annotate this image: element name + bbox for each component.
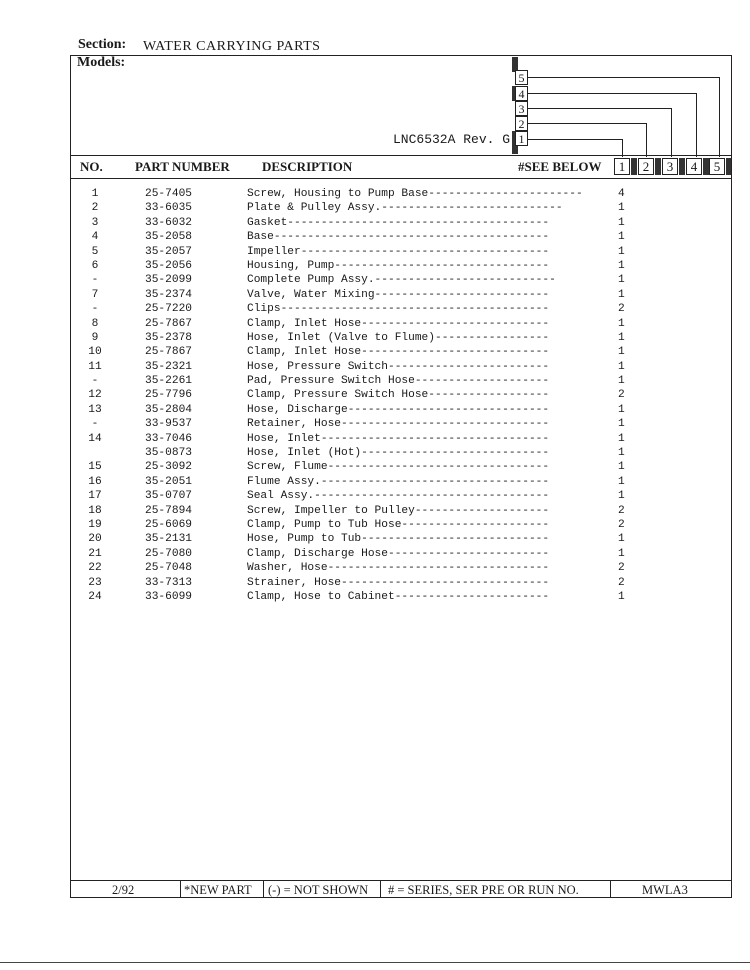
part-number: 35-2804 <box>145 403 192 416</box>
item-number: 13 <box>88 403 102 416</box>
header-rule <box>70 155 732 156</box>
part-description: Flume Assy.---------------------------------- <box>247 475 550 488</box>
table-row <box>80 345 640 359</box>
series-stack-box: 3 <box>515 101 528 116</box>
connector-line <box>528 93 696 94</box>
table-row <box>80 259 640 273</box>
part-number: 25-7048 <box>145 562 192 575</box>
table-row <box>80 561 640 575</box>
connector-line <box>719 77 720 157</box>
quantity: 1 <box>618 245 625 258</box>
quantity: 1 <box>618 432 625 445</box>
connector-line <box>696 93 697 157</box>
part-number: 35-2131 <box>145 533 192 546</box>
connector-line <box>528 77 719 78</box>
table-row <box>80 388 640 402</box>
item-number: 7 <box>91 288 99 301</box>
item-number: - <box>91 274 99 287</box>
col-no-header: NO. <box>80 159 103 174</box>
footer-code: MWLA3 <box>642 883 688 897</box>
header-rule-bottom <box>70 178 732 179</box>
col-description-header: DESCRIPTION <box>262 159 353 174</box>
table-row <box>80 374 640 388</box>
item-number: 16 <box>88 475 102 488</box>
part-number: 33-6032 <box>145 216 192 229</box>
series-marker <box>512 146 518 154</box>
series-stack-box: 1 <box>515 131 528 146</box>
series-box-1: 1 <box>614 158 630 175</box>
part-description: Hose, Inlet---------------------------------- <box>247 432 550 445</box>
part-description: Clamp, Inlet Hose---------------------------- <box>247 317 550 330</box>
footer-divider <box>380 880 381 898</box>
table-row <box>80 230 640 244</box>
part-description: Clamp, Pressure Switch Hose------------------ <box>247 389 550 402</box>
part-number: 35-2051 <box>145 475 192 488</box>
series-box-5: 5 <box>709 158 725 175</box>
part-number: 33-7313 <box>145 576 192 589</box>
item-number: - <box>91 418 99 431</box>
part-number: 35-0873 <box>145 447 192 460</box>
table-row <box>80 187 640 201</box>
part-description: Housing, Pump-------------------------------- <box>247 259 550 272</box>
quantity: 1 <box>618 216 625 229</box>
part-number: 25-7220 <box>145 303 192 316</box>
part-description: Retainer, Hose------------------------------- <box>247 418 550 431</box>
table-row <box>80 504 640 518</box>
item-number: 12 <box>88 389 102 402</box>
item-number: - <box>91 375 99 388</box>
part-number: 35-2374 <box>145 288 192 301</box>
part-number: 33-6035 <box>145 202 192 215</box>
part-description: Base----------------------------------------- <box>247 231 550 244</box>
quantity: 1 <box>618 461 625 474</box>
part-description: Clips---------------------------------------- <box>247 303 550 316</box>
item-number: 17 <box>88 490 102 503</box>
item-number: 24 <box>88 590 102 603</box>
connector-line <box>528 139 622 140</box>
item-number: 10 <box>88 346 102 359</box>
item-number: 4 <box>91 231 99 244</box>
item-number: 3 <box>91 216 99 229</box>
table-row <box>80 317 640 331</box>
table-row <box>80 302 640 316</box>
series-marker <box>655 158 661 175</box>
quantity: 1 <box>618 231 625 244</box>
part-number: 33-7046 <box>145 432 192 445</box>
series-box-2: 2 <box>638 158 654 175</box>
section-title: WATER CARRYING PARTS <box>143 39 321 54</box>
item-number: 15 <box>88 461 102 474</box>
quantity: 1 <box>618 533 625 546</box>
quantity: 2 <box>618 389 625 402</box>
part-description: Plate & Pulley Assy.--------------------------- <box>247 202 563 215</box>
quantity: 1 <box>618 202 625 215</box>
quantity: 1 <box>618 331 625 344</box>
model-reference: LNC6532A Rev. G <box>393 132 511 147</box>
footer-divider <box>180 880 181 898</box>
part-number: 35-2056 <box>145 259 192 272</box>
part-number: 33-9537 <box>145 418 192 431</box>
quantity: 1 <box>618 475 625 488</box>
quantity: 1 <box>618 360 625 373</box>
footer-not-shown: (-) = NOT SHOWN <box>268 883 369 897</box>
part-description: Pad, Pressure Switch Hose-------------------- <box>247 375 550 388</box>
item-number: 6 <box>91 259 99 272</box>
item-number: 5 <box>91 245 99 258</box>
table-row <box>80 446 640 460</box>
item-number: - <box>91 303 99 316</box>
footer-divider <box>263 880 264 898</box>
quantity: 1 <box>618 590 625 603</box>
part-description: Seal Assy.----------------------------------- <box>247 490 550 503</box>
item-number: 8 <box>91 317 99 330</box>
part-description: Gasket--------------------------------------- <box>247 216 550 229</box>
item-number: 20 <box>88 533 102 546</box>
table-row <box>80 216 640 230</box>
footer-date: 2/92 <box>112 883 135 897</box>
part-description: Clamp, Pump to Tub Hose---------------------- <box>247 518 550 531</box>
item-number: 1 <box>91 188 99 200</box>
quantity: 1 <box>618 375 625 388</box>
table-row <box>80 518 640 532</box>
table-row <box>80 245 640 259</box>
part-number: 35-2058 <box>145 231 192 244</box>
quantity: 2 <box>618 518 625 531</box>
part-number: 33-6099 <box>145 590 192 603</box>
part-number: 25-7080 <box>145 547 192 560</box>
connector-line <box>646 123 647 157</box>
table-row <box>80 360 640 374</box>
part-number: 25-7405 <box>145 188 192 200</box>
table-row <box>80 403 640 417</box>
quantity: 1 <box>618 490 625 503</box>
quantity: 2 <box>618 562 625 575</box>
quantity: 1 <box>618 346 625 359</box>
item-number: 14 <box>88 432 102 445</box>
part-description: Strainer, Hose------------------------------- <box>247 576 550 589</box>
table-row <box>80 532 640 546</box>
part-description: Screw, Impeller to Pulley-------------------- <box>247 504 550 517</box>
connector-line <box>671 108 672 157</box>
series-marker <box>679 158 685 175</box>
part-description: Hose, Inlet (Hot)---------------------------- <box>247 447 550 460</box>
table-row <box>80 576 640 590</box>
part-number: 25-3092 <box>145 461 192 474</box>
footer-series-note: # = SERIES, SER PRE OR RUN NO. <box>388 883 579 897</box>
part-number: 35-0707 <box>145 490 192 503</box>
series-stack-box: 5 <box>515 70 528 85</box>
part-number: 25-7867 <box>145 317 192 330</box>
section-label: Section: <box>78 37 127 52</box>
part-number: 35-2057 <box>145 245 192 258</box>
quantity: 2 <box>618 504 625 517</box>
footer-rule <box>70 880 732 881</box>
quantity: 2 <box>618 576 625 589</box>
part-number: 25-7894 <box>145 504 192 517</box>
table-row <box>80 201 640 215</box>
quantity: 1 <box>618 547 625 560</box>
table-row <box>80 590 640 604</box>
series-box-4: 4 <box>686 158 702 175</box>
table-row <box>80 288 640 302</box>
item-number: 23 <box>88 576 102 589</box>
part-description: Hose, Pump to Tub---------------------------- <box>247 533 550 546</box>
col-part-number-header: PART NUMBER <box>135 159 230 174</box>
table-row <box>80 460 640 474</box>
part-description: Hose, Pressure Switch------------------------ <box>247 360 550 373</box>
part-description: Screw, Flume--------------------------------- <box>247 461 550 474</box>
quantity: 4 <box>618 188 625 200</box>
item-number: 19 <box>88 518 102 531</box>
col-see-below-header: #SEE BELOW <box>518 159 602 174</box>
connector-line <box>528 123 646 124</box>
quantity: 1 <box>618 418 625 431</box>
part-number: 35-2378 <box>145 331 192 344</box>
item-number: 9 <box>91 331 99 344</box>
part-description: Clamp, Discharge Hose------------------------ <box>247 547 550 560</box>
connector-line <box>528 108 671 109</box>
quantity: 1 <box>618 317 625 330</box>
table-row <box>80 475 640 489</box>
item-number: 11 <box>88 360 102 373</box>
part-description: Screw, Housing to Pump Base----------------------- <box>247 188 583 200</box>
part-number: 35-2099 <box>145 274 192 287</box>
part-description: Complete Pump Assy.--------------------------- <box>247 274 556 287</box>
quantity: 1 <box>618 259 625 272</box>
part-number: 25-6069 <box>145 518 192 531</box>
item-number: 22 <box>88 562 102 575</box>
table-row <box>80 432 640 446</box>
item-number: 18 <box>88 504 102 517</box>
item-number: 21 <box>88 547 102 560</box>
quantity: 1 <box>618 288 625 301</box>
part-number: 25-7796 <box>145 389 192 402</box>
part-number: 35-2321 <box>145 360 192 373</box>
footer-new-part: *NEW PART <box>184 883 252 897</box>
part-description: Clamp, Inlet Hose---------------------------- <box>247 346 550 359</box>
part-description: Clamp, Hose to Cabinet----------------------- <box>247 590 550 603</box>
page-bottom-rule <box>0 962 750 963</box>
quantity: 1 <box>618 447 625 460</box>
part-description: Hose, Inlet (Valve to Flume)----------------- <box>247 331 550 344</box>
part-description: Impeller------------------------------------- <box>247 245 550 258</box>
parts-table <box>80 187 640 604</box>
part-number: 35-2261 <box>145 375 192 388</box>
part-description: Valve, Water Mixing-------------------------- <box>247 288 550 301</box>
series-stack-box: 2 <box>515 116 528 131</box>
table-row <box>80 547 640 561</box>
table-row <box>80 273 640 287</box>
quantity: 1 <box>618 274 625 287</box>
item-number: 2 <box>91 202 99 215</box>
series-stack-box: 4 <box>515 86 528 101</box>
footer-divider <box>610 880 611 898</box>
series-marker <box>631 158 637 175</box>
table-row <box>80 331 640 345</box>
quantity: 1 <box>618 403 625 416</box>
part-number: 25-7867 <box>145 346 192 359</box>
part-description: Washer, Hose--------------------------------- <box>247 562 550 575</box>
table-row <box>80 417 640 431</box>
table-row <box>80 489 640 503</box>
series-marker <box>726 158 731 175</box>
series-box-3: 3 <box>662 158 678 175</box>
part-description: Hose, Discharge------------------------------ <box>247 403 550 416</box>
models-label: Models: <box>77 55 126 70</box>
quantity: 2 <box>618 303 625 316</box>
